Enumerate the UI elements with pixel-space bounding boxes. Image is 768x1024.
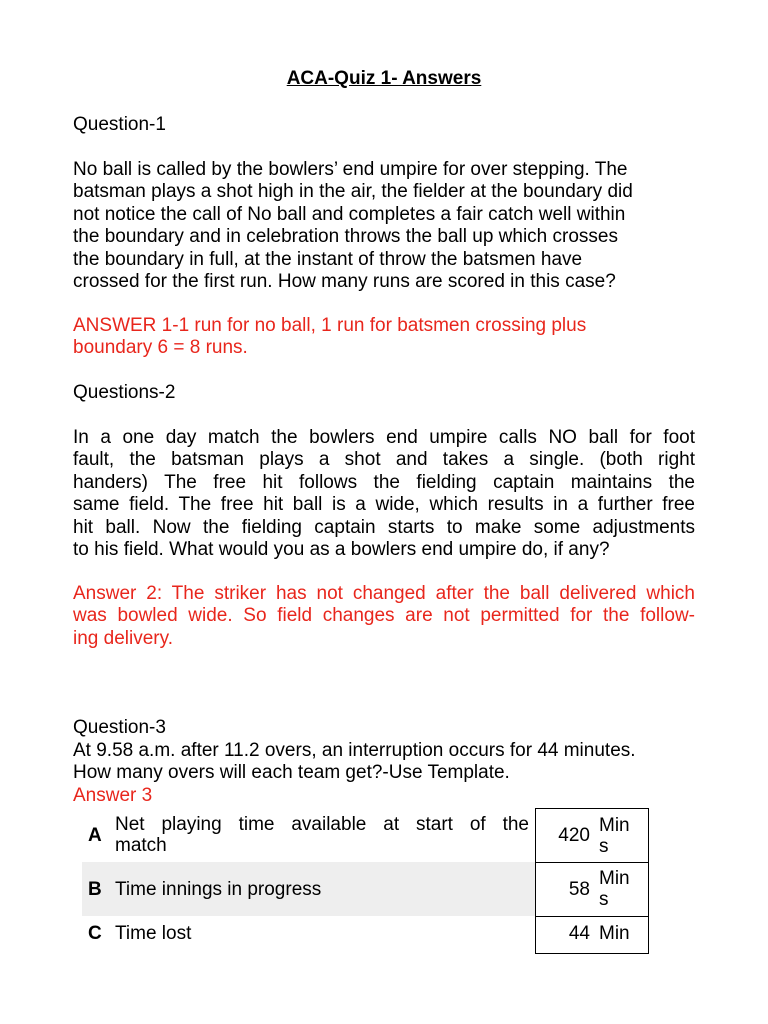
question-2-line: hit ball. Now the fielding captain starts to make some adjustments [73, 516, 695, 538]
template-row-c [82, 916, 648, 953]
row-description [115, 814, 529, 856]
question-2-line: to his field. What would you as a bowlers end umpire do, if any? [73, 539, 610, 561]
question-3-heading: Question-3 [73, 717, 166, 738]
row-unit-line: s [599, 889, 609, 910]
row-unit-line: s [599, 836, 609, 857]
row-value-box [535, 808, 649, 863]
row-description-line: Time innings in progress [115, 879, 322, 900]
row-unit [599, 923, 643, 944]
row-letter: C [88, 923, 102, 944]
row-description [115, 879, 529, 900]
answer-1-text [73, 315, 695, 360]
row-unit [599, 815, 643, 857]
question-1-heading: Question-1 [73, 114, 166, 135]
table-divider [535, 862, 649, 863]
question-1-text [73, 159, 695, 293]
answer-2-line: was bowled wide. So field changes are not permitted for the follow- [73, 605, 695, 627]
question-1-line: No ball is called by the bowlers’ end umpire for over stepping. The [73, 159, 628, 180]
question-1-line: the boundary and in celebration throws the ball up which crosses [73, 226, 618, 248]
question-1-line: the boundary in full, at the instant of throw the batsmen have [73, 248, 583, 270]
question-2-line: same field. The free hit ball is a wide, which results in a further free [73, 494, 695, 516]
row-letter: A [88, 825, 102, 846]
question-2-text [73, 427, 695, 561]
question-3-text [73, 740, 695, 785]
question-1-line: crossed for the first run. How many runs are scored in this case? [73, 271, 616, 293]
template-row-a [82, 808, 648, 862]
answer-3-template-table [82, 808, 648, 953]
answer-1-line: ANSWER 1-1 run for no ball, 1 run for batsmen crossing plus [73, 315, 587, 336]
row-value: 420 [558, 825, 590, 846]
question-2-line: fault, the batsman plays a shot and takes a single. (both right [73, 449, 695, 471]
question-1-line: not notice the call of No ball and completes a fair catch well within [73, 203, 626, 225]
row-letter: B [88, 879, 102, 900]
row-description-line: Net playing time available at start of the [115, 814, 529, 835]
row-value-box [535, 862, 649, 916]
question-3-line: How many overs will each team get?-Use Template. [73, 762, 510, 784]
question-2-line: In a one day match the bowlers end umpire calls NO ball for foot [73, 427, 695, 448]
page-title: ACA-Quiz 1- Answers [286, 68, 482, 89]
row-unit-line: Min [599, 868, 630, 889]
row-description-line: Time lost [115, 923, 192, 944]
question-2-line: handers) The free hit follows the fielding captain maintains the [73, 471, 695, 493]
table-divider [535, 916, 649, 917]
answer-2-line: ing delivery. [73, 627, 173, 649]
answer-2-line: Answer 2: The striker has not changed after the ball delivered which [73, 583, 695, 604]
row-value: 44 [568, 923, 590, 944]
row-description [115, 923, 529, 944]
answer-2-text [73, 583, 695, 650]
row-unit-line: Min [599, 815, 630, 836]
question-2-heading: Questions-2 [73, 382, 176, 403]
template-row-b [82, 862, 648, 916]
row-value: 58 [568, 879, 590, 900]
question-1-line: batsman plays a shot high in the air, the fielder at the boundary did [73, 181, 633, 203]
row-unit [599, 868, 643, 910]
answer-3-label: Answer 3 [73, 785, 153, 806]
row-description-line: match [115, 835, 167, 856]
row-unit-line: Min [599, 923, 630, 944]
answer-1-line: boundary 6 = 8 runs. [73, 337, 248, 359]
row-value-box [535, 916, 649, 954]
question-3-line: At 9.58 a.m. after 11.2 overs, an interruption occurs for 44 minutes. [73, 740, 636, 761]
